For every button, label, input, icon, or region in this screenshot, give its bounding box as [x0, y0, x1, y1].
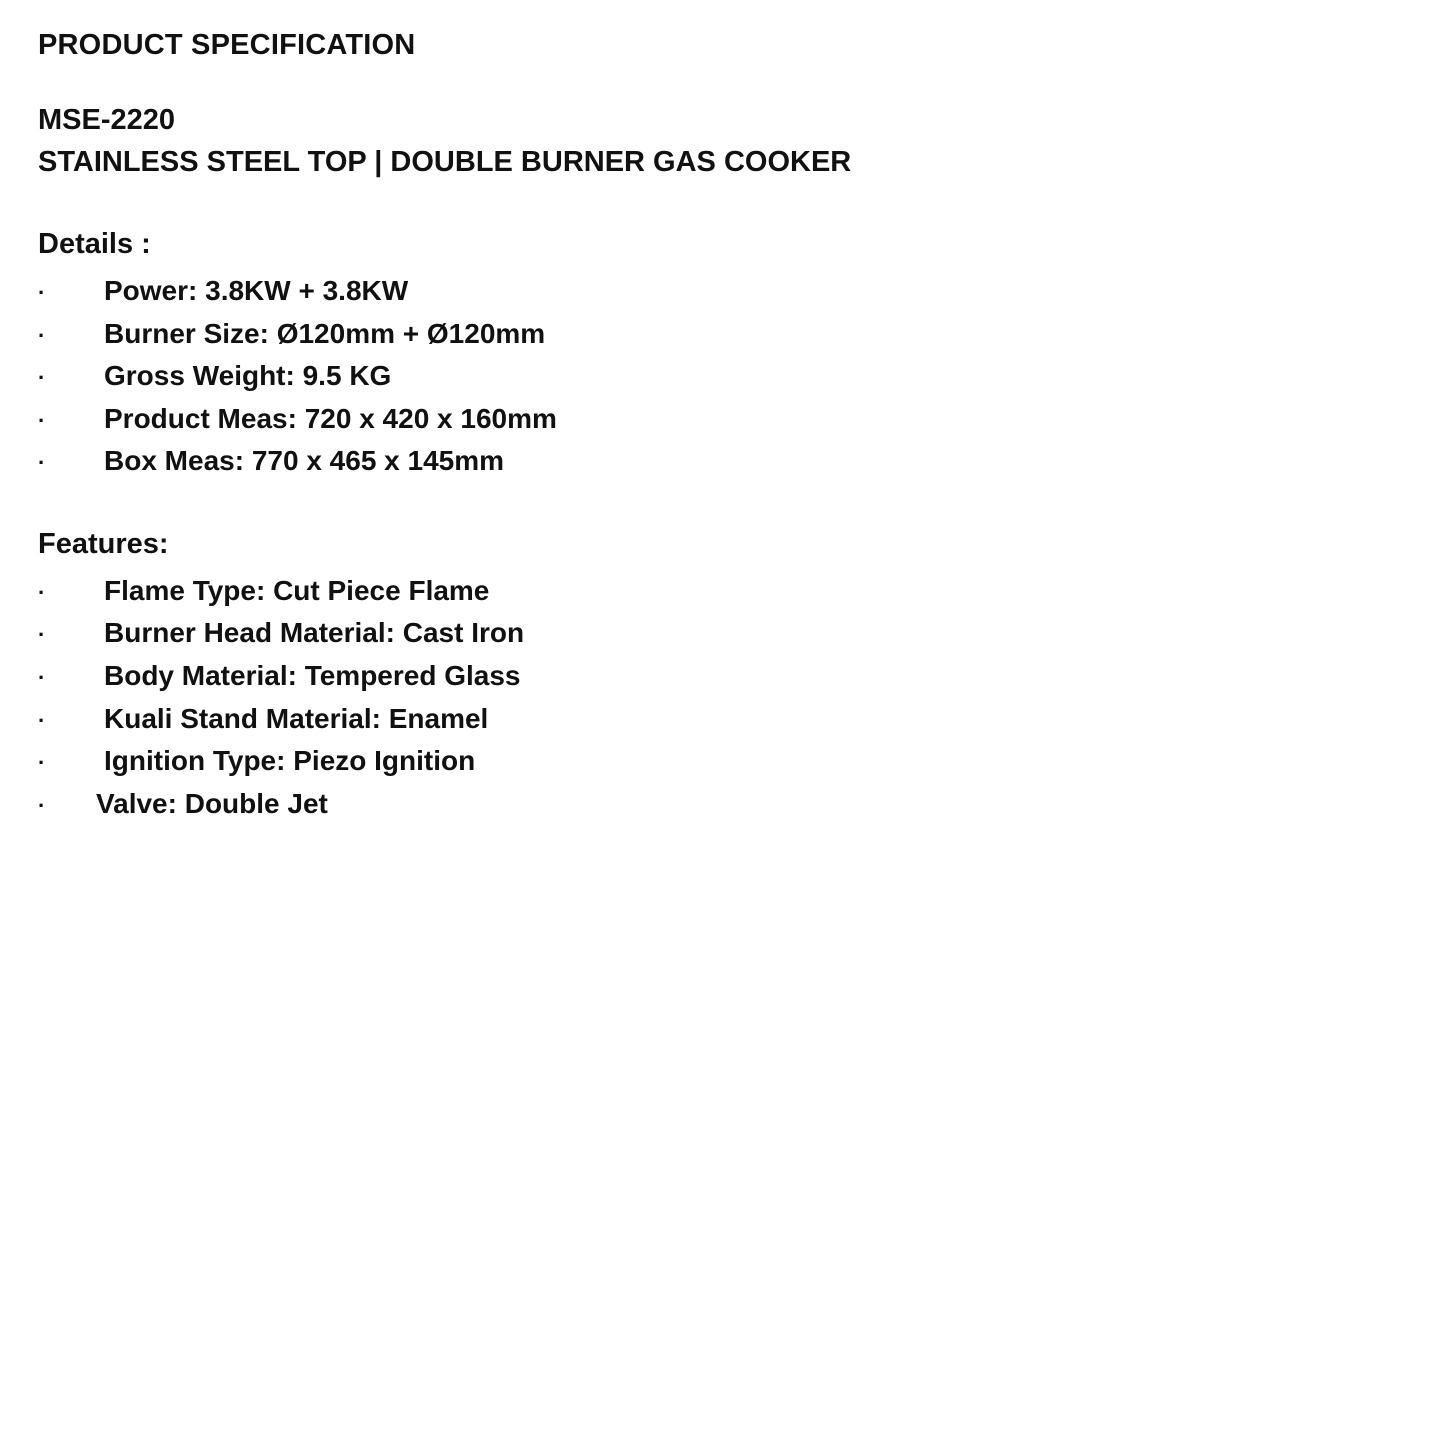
bullet-icon: · [38, 622, 46, 648]
list-item-label: Flame Type: Cut Piece Flame [104, 574, 490, 606]
list-item [38, 313, 1400, 356]
list-item [38, 355, 1400, 398]
features-list [38, 570, 1400, 825]
list-item-label: Power: 3.8KW + 3.8KW [104, 275, 409, 307]
bullet-icon: · [38, 750, 46, 776]
bullet-icon: · [38, 280, 46, 306]
model-code: MSE-2220 [38, 103, 176, 136]
list-item-label: Burner Head Material: Cast Iron [104, 617, 525, 649]
bullet-icon: · [38, 322, 46, 348]
list-item [38, 612, 1400, 655]
list-item [38, 270, 1400, 313]
product-name: STAINLESS STEEL TOP | DOUBLE BURNER GAS COOKER [38, 145, 852, 178]
bullet-icon: · [38, 407, 46, 433]
bullet-icon: · [38, 365, 46, 391]
bullet-icon: · [38, 707, 46, 733]
details-section [38, 225, 1400, 483]
list-item-label: Body Material: Tempered Glass [104, 660, 521, 691]
bullet-icon: · [38, 450, 46, 476]
features-section [38, 525, 1400, 825]
list-item [38, 655, 1400, 698]
product-identity [38, 99, 1400, 183]
bullet-icon: · [38, 665, 46, 690]
list-item [38, 783, 1400, 826]
list-item-label: Valve: Double Jet [96, 787, 328, 819]
list-item-label: Box Meas: 770 x 465 x 145mm [104, 445, 505, 477]
list-item [38, 698, 1400, 741]
list-item-label: Ignition Type: Piezo Ignition [104, 745, 476, 777]
list-item [38, 570, 1400, 613]
page-title: PRODUCT SPECIFICATION [38, 29, 416, 61]
list-item-label: Kuali Stand Material: Enamel [104, 702, 489, 734]
list-item-label: Gross Weight: 9.5 KG [104, 360, 392, 392]
bullet-icon: · [38, 792, 46, 818]
bullet-icon: · [38, 579, 46, 605]
list-item [38, 440, 1400, 483]
details-heading: Details : [38, 227, 151, 260]
list-item [38, 740, 1400, 783]
list-item-label: Burner Size: Ø120mm + Ø120mm [104, 317, 546, 349]
details-list [38, 270, 1400, 483]
list-item-label: Product Meas: 720 x 420 x 160mm [104, 402, 557, 434]
list-item [38, 398, 1400, 441]
features-heading: Features: [38, 527, 169, 560]
